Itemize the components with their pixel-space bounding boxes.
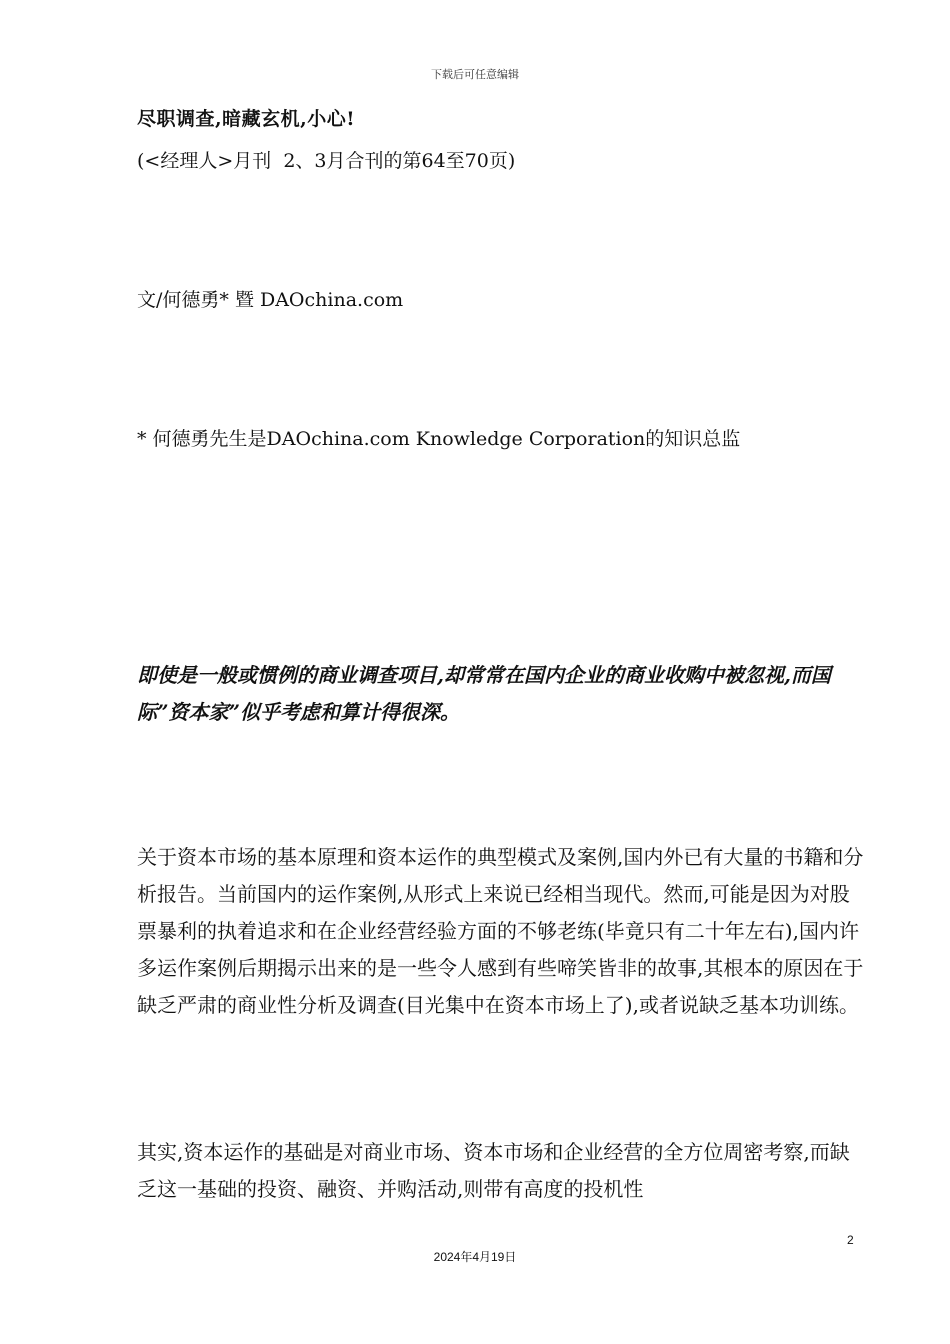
lead-paragraph: 即使是一般或惯例的商业调查项目,却常常在国内企业的商业收购中被忽视,而国际”资本家”似乎考虑和算计得很深。 bbox=[137, 663, 831, 724]
body-paragraph: 其实,资本运作的基础是对商业市场、资本市场和企业经营的全方位周密考察,而缺乏这一基础的投资、融资、并购活动,则带有高度的投机性 bbox=[137, 1140, 850, 1201]
page-number: 2 bbox=[847, 1233, 854, 1247]
article-source: (<经理人>月刊 2、3月合刊的第64至70页) bbox=[137, 150, 516, 172]
author-note: * 何德勇先生是DAOchina.com Knowledge Corporation的知识总监 bbox=[137, 428, 741, 450]
footer-date: 2024年4月19日 bbox=[433, 1250, 517, 1264]
article-author: 文/何德勇* 暨 DAOchina.com bbox=[137, 289, 404, 311]
article-title: 尽职调查,暗藏玄机,小心! bbox=[137, 108, 356, 130]
page-header: 下载后可任意编辑 bbox=[431, 69, 519, 81]
body-paragraph: 关于资本市场的基本原理和资本运作的典型模式及案例,国内外已有大量的书籍和分析报告。当前国内的运作案例,从形式上来说已经相当现代。然而,可能是因为对股票暴利的执着追求和在企业经营经验方面的不够老练(毕竟只有二十年左右),国内许多运作案例后期揭示出来的是一些令人感到有些啼笑皆非的故事,其根本的原因在于缺乏严肃的商业性分析及调查(目光集中在资本市场上了),或者说缺乏基本功训练。 bbox=[137, 845, 864, 1017]
